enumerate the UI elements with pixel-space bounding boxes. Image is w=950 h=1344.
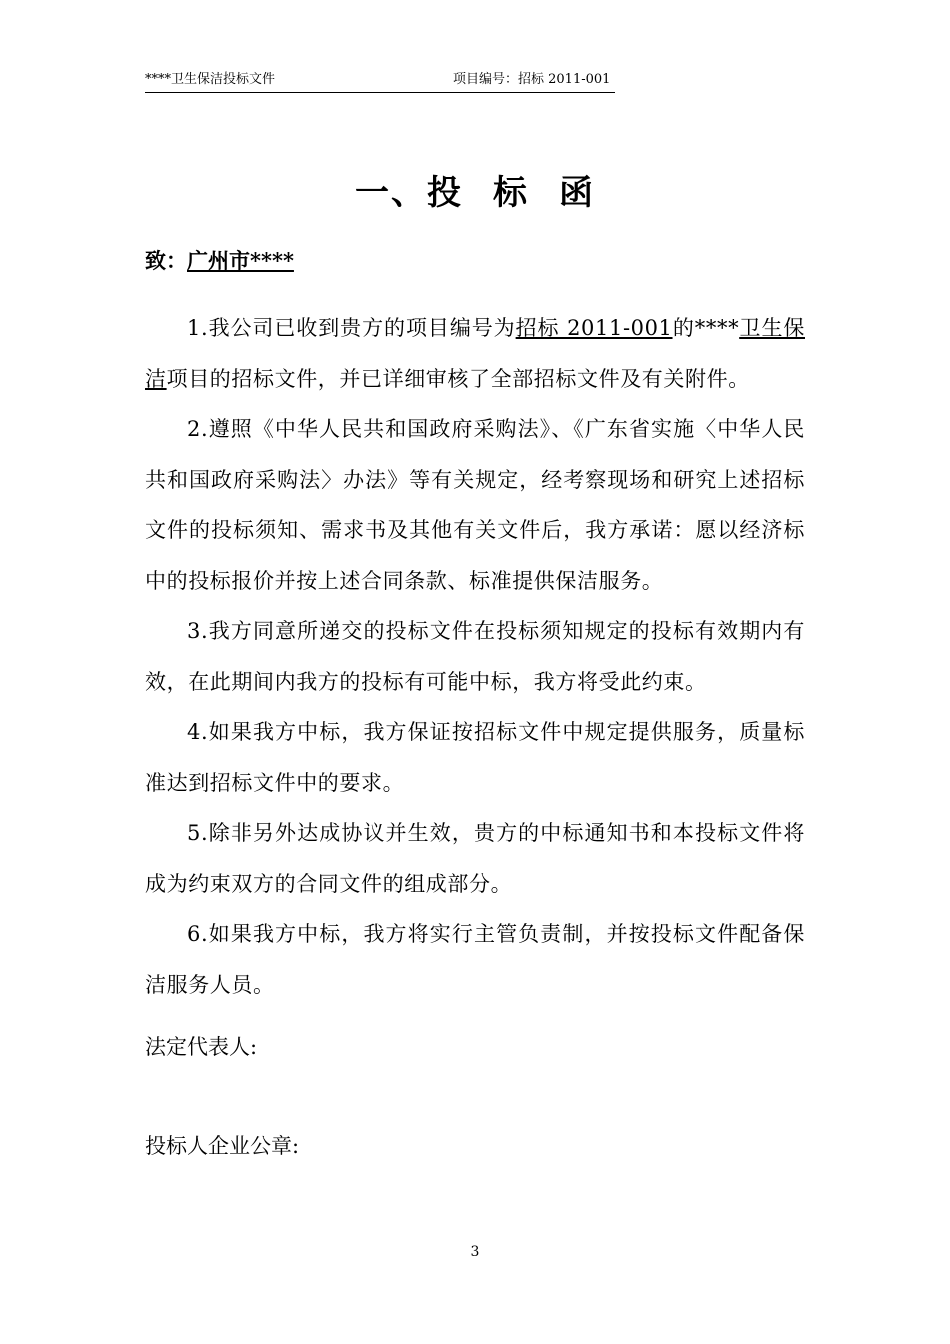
legal-representative-label: 法定代表人:: [145, 1035, 258, 1059]
paragraph-3: 3.我方同意所递交的投标文件在投标须知规定的投标有效期内有效，在此期间内我方的投标有可能中标，我方将受此约束。: [145, 619, 805, 694]
paragraph-2: 2.遵照《中华人民共和国政府采购法》、《广东省实施〈中华人民共和国政府采购法〉办法》等有关规定，经考察现场和研究上述招标文件的投标须知、需求书及其他有关文件后，我方承诺：愿以经济标中的投标报价并按上述合同条款、标准提供保洁服务。: [145, 417, 805, 593]
page-number: 3: [470, 1244, 480, 1260]
header-project-number: 项目编号：招标 2011-001: [453, 72, 611, 87]
paragraph-6: 6.如果我方中标，我方将实行主管负责制，并按投标文件配备保洁服务人员。: [145, 922, 805, 997]
p1-project-number: 招标 2011-001: [515, 316, 673, 340]
p1-text-e: 项目的招标文件，并已详细审核了全部招标文件及有关附件。: [166, 366, 750, 391]
addressee-line: [145, 246, 294, 276]
header-document-name: ****卫生保洁投标文件: [145, 72, 276, 87]
paragraph-1: [145, 303, 805, 404]
paragraph-5: 5.除非另外达成协议并生效，贵方的中标通知书和本投标文件将成为约束双方的合同文件的组成部分。: [145, 821, 805, 896]
addressee-name: 广州市****: [187, 248, 294, 273]
page-title: [0, 168, 950, 218]
company-seal-label: 投标人企业公章:: [145, 1134, 300, 1158]
title-part-1: 一、投: [355, 173, 463, 213]
p1-text-c: 的****: [672, 316, 740, 340]
letter-body: [145, 303, 805, 1010]
p1-text-a: 1.我公司已收到贵方的项目编号为: [187, 316, 516, 340]
title-part-3: 函: [559, 173, 595, 213]
addressee-prefix: 致：: [145, 248, 187, 273]
paragraph-4: 4.如果我方中标，我方保证按招标文件中规定提供服务，质量标准达到招标文件中的要求。: [145, 720, 805, 795]
page-header: [145, 70, 615, 93]
p1-project-name: 卫生保洁: [145, 316, 805, 391]
title-part-2: 标: [493, 173, 529, 213]
